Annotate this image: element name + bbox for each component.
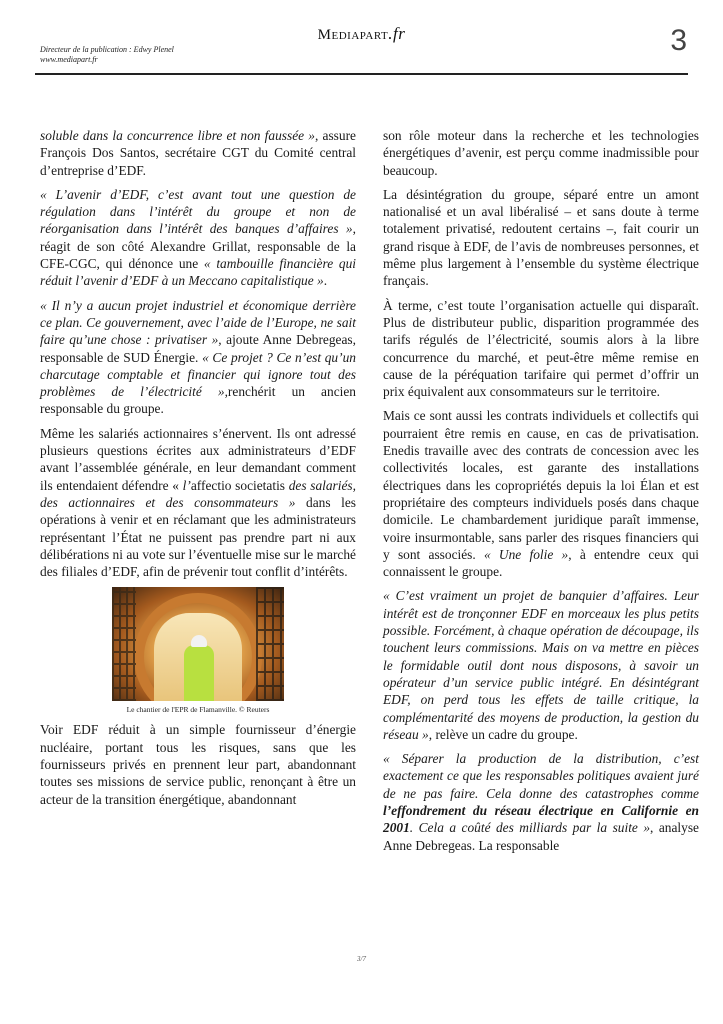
body-text: . — [323, 273, 328, 289]
publisher-line: Directeur de la publication : Edwy Plenel — [40, 45, 174, 54]
paragraph — [40, 425, 356, 581]
page-header — [0, 0, 723, 80]
body-text: dans les opérations à venir et en réclamant que les administrateurs représentant l’État ne puissent pas prendre part ni aux délibérations ni au vote sur l’éventuelle mise sur le marché des filiales d’EDF, afin de prévenir tout conflit d’intérêts. — [40, 494, 356, 580]
body-text: Même les salariés actionnaires s’énervent. Ils ont adressé plusieurs questions écrites aux administrateurs d’EDF avant l’assemblée générale, en leur demandant comment ils entendaient défendre « — [40, 425, 356, 493]
quote: « L’avenir d’EDF, c’est avant tout une question de régulation dans l’intérêt du groupe et non de réorganisation dans l’intérêt des banques d’affaires » — [40, 186, 356, 237]
body-text: , analyse Anne Debregeas. La responsable — [383, 820, 699, 853]
paragraph — [383, 127, 699, 179]
header-divider — [35, 73, 688, 75]
article-figure — [112, 587, 284, 715]
paragraph — [40, 297, 356, 418]
figure-caption: Le chantier de l'EPR de Flamanville. © Reuters — [126, 705, 270, 715]
body-text: , assure François Dos Santos, secrétaire CGT du Comité central d’entreprise d’EDF. — [40, 128, 356, 178]
body-text: , réagit de son côté Alexandre Grillat, responsable de la CFE-CGC, qui dénonce une — [40, 221, 356, 272]
body-text: Voir EDF réduit à un simple fournisseur d’énergie nucléaire, portant tous les risques, sans que les fournisseurs privés en prennent leur part, abandonnant toutes ses missions de service public, renonçant à être un acteur de la transition énergétique, abandonnant — [40, 722, 356, 807]
right-column — [383, 127, 699, 861]
quote: « Il n’y a aucun projet industriel et économique derrière ce plan. Ce gouvernement, avec l’aide de l’Europe, ne sait faire qu’une chose : privatiser » — [40, 297, 356, 348]
body-text: , relève un cadre du groupe. — [428, 726, 578, 742]
left-column — [40, 127, 356, 815]
body-text: La désintégration du groupe, séparé entre un amont nationalisé et un aval libéralisé – et sans doute à terme totalement privatisé, redoutent certains –, fait courir un grand risque à EDF, de l’avis de nombreuses personnes, et même plus largement à l’ensemble du système électrique français. — [383, 186, 699, 289]
body-text: Mais ce sont aussi les contrats individuels et collectifs qui pourraient être remis en cause, en cas de privatisation. Enedis travaille avec des contrats de concession avec les collectivités locales, est garante des installations électriques dans les copropriétés depuis la loi Élan et est propriétaire des compteurs individuels posés dans chaque domicile. Le chambardement juridique paraît immense, voire insurmontable, sans parler des risques financiers qui y sont associés. — [383, 408, 699, 562]
paragraph — [40, 127, 356, 179]
paragraph — [383, 407, 699, 580]
page-number: 3 — [670, 24, 687, 57]
quote: . Cela a coûté des milliards par la suite » — [409, 820, 651, 836]
mediapart-logo — [0, 24, 723, 44]
logo-suffix: .fr — [388, 24, 406, 43]
logo-main: Mediapart — [317, 27, 389, 43]
page-pagination: 3/7 — [357, 955, 366, 963]
california-blackout-link[interactable]: l’effondrement du réseau électrique en Californie en 2001 — [383, 802, 699, 836]
paragraph — [383, 750, 699, 854]
body-text: , à entendre ceux qui connaissent le groupe. — [383, 546, 699, 580]
quote: « C’est vraiment un projet de banquier d’affaires. Leur intérêt est de tronçonner EDF en morceaux les plus petits possible. Forcément, à chaque opération de découpage, ils touchent leurs commissions. Mais on va mettre en pièces le formidable outil dont nous disposons, à savoir un opérateur d’un service public intégré. En désintégrant EDF, on perd tous les effets de taille critique, la complémentarité des moyens de production, la gestion du réseau » — [383, 588, 699, 742]
quote: l’ — [182, 477, 191, 493]
epr-construction-photo — [112, 587, 284, 701]
body-text: affectio societatis — [190, 477, 289, 493]
body-text: À terme, c’est toute l’organisation actuelle qui disparaît. Plus de distributeur public, disparition programmée des tarifs régulés de l’électricité, soumis alors à la libre concurrence du marché, et peut-être même remise en cause de la péréquation tarifaire qui permet d’offrir un prix équivalent aux consommateurs sur le territoire. — [383, 297, 699, 400]
quote: « tambouille financière qui réduit l’avenir d’EDF à un Meccano capitalistique » — [40, 256, 356, 289]
paragraph — [40, 186, 356, 290]
quote: soluble dans la concurrence libre et non faussée » — [40, 128, 315, 143]
quote: « Une folie » — [483, 546, 569, 562]
quote: « Ce projet ? Ce n’est qu’un charcutage comptable et financier qui ignore tout des problèmes de l’électricité » — [40, 349, 356, 400]
quote: « Séparer la production de la distribution, c’est exactement ce que les responsables politiques avaient juré de ne pas faire. Cela donne des catastrophes comme — [383, 751, 699, 801]
helmet — [191, 635, 207, 647]
paragraph — [383, 297, 699, 401]
worker-figure — [184, 645, 214, 701]
paragraph — [383, 587, 699, 743]
body-text: son rôle moteur dans la recherche et les technologies énergétiques d’avenir, est perçu comme inadmissible pour beaucoup. — [383, 128, 699, 178]
paragraph — [383, 186, 699, 290]
website-url: www.mediapart.fr — [40, 55, 98, 64]
body-text: , ajoute Anne Debregeas, responsable de SUD Énergie. — [40, 332, 356, 365]
body-text: ,renchérit un ancien responsable du groupe. — [40, 384, 356, 417]
publication-info — [40, 45, 174, 65]
paragraph — [40, 721, 356, 807]
quote: des salariés, des actionnaires et des consommateurs » — [40, 477, 356, 510]
